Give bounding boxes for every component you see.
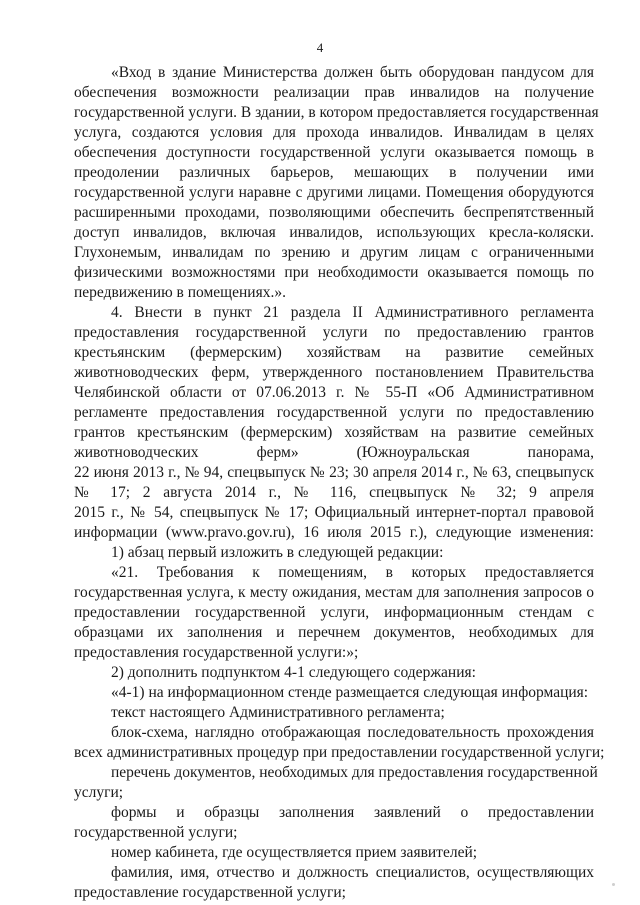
text-line: грантов крестьянским (фермерским) хозяйствам на развитие семейных [74, 424, 594, 441]
text-line: «21. Требования к помещениям, в которых предоставляется [111, 564, 594, 581]
text-line: животноводческих ферм» (Южноуральская панорама, [74, 444, 594, 461]
text-line: государственной услуги; [74, 824, 238, 841]
text-line: 1) абзац первый изложить в следующей редакции: [111, 544, 444, 561]
text-line: 2015 г., № 54, спецвыпуск № 17; Официальный интернет-портал правовой [74, 504, 594, 521]
text-line: преодолении различных барьеров, мешающих в получении ими [74, 164, 594, 181]
text-line: «Вход в здание Министерства должен быть оборудован пандусом для [111, 64, 594, 81]
text-line: образцами их заполнения и перечнем документов, необходимых для [74, 624, 594, 641]
text-line: предоставлении государственной услуги, информационным стендам с [74, 604, 594, 621]
text-line: государственной услуги. В здании, в котором предоставляется государственная [74, 104, 599, 121]
text-line: государственной услуги наравне с другими лицами. Помещения оборудуются [74, 184, 594, 201]
text-line: услуги; [74, 784, 124, 801]
text-line: номер кабинета, где осуществляется прием заявителей; [111, 844, 478, 861]
text-line: доступ инвалидов, включая инвалидов, использующих кресла-коляски. [74, 224, 594, 241]
text-line: физическими возможностями при необходимости оказывается помощь по [74, 264, 594, 281]
text-line: регламенте предоставления государственной услуги по предоставлению [74, 404, 594, 421]
text-line: перечень документов, необходимых для предоставления государственной [111, 764, 598, 781]
text-line: «4-1) на информационном стенде размещается следующая информация: [111, 684, 589, 701]
text-line: № 17; 2 августа 2014 г., № 116, спецвыпуск № 32; 9 апреля [74, 484, 594, 501]
page-number: 4 [316, 40, 324, 55]
text-line: расширенными проходами, позволяющими обеспечить беспрепятственный [74, 204, 594, 221]
text-line: обеспечения возможности реализации прав инвалидов на получение [74, 84, 594, 101]
text-line: Челябинской области от 07.06.2013 г. № 55-П «Об Административном [74, 384, 594, 401]
text-line: 2) дополнить подпунктом 4-1 следующего содержания: [111, 664, 476, 681]
text-line: информации (www.pravo.gov.ru), 16 июля 2015 г.), следующие изменения: [74, 524, 594, 541]
text-line: 22 июня 2013 г., № 94, спецвыпуск № 23; 30 апреля 2014 г., № 63, спецвыпуск [74, 464, 594, 481]
text-line: животноводческих ферм, утвержденного постановлением Правительства [74, 364, 594, 381]
text-line: предоставления государственной услуги по предоставлению грантов [74, 324, 594, 341]
text-line: текст настоящего Административного регламента; [111, 704, 445, 721]
text-line: обеспечения доступности государственной услуги оказывается помощь в [74, 144, 594, 161]
scan-speck [612, 883, 615, 886]
text-line: государственная услуга, к месту ожидания, местам для заполнения запросов о [74, 584, 594, 601]
text-line: крестьянским (фермерским) хозяйствам на развитие семейных [74, 344, 594, 361]
text-line: услуга, создаются условия для прохода инвалидов. Инвалидам в целях [74, 124, 594, 141]
text-line: фамилия, имя, отчество и должность специалистов, осуществляющих [111, 864, 594, 881]
text-line: передвижению в помещениях.». [74, 284, 286, 301]
text-line: Глухонемым, инвалидам по зрению и другим лицам с ограниченными [74, 244, 594, 261]
text-line: 4. Внести в пункт 21 раздела II Административного регламента [111, 304, 594, 321]
text-line: блок-схема, наглядно отображающая последовательность прохождения [111, 724, 594, 741]
text-line: всех административных процедур при предоставлении государственной услуги; [74, 744, 605, 761]
text-line: формы и образцы заполнения заявлений о предоставлении [111, 804, 594, 821]
text-line: предоставления государственной услуги:»; [74, 644, 359, 661]
text-line: предоставление государственной услуги; [74, 884, 346, 901]
